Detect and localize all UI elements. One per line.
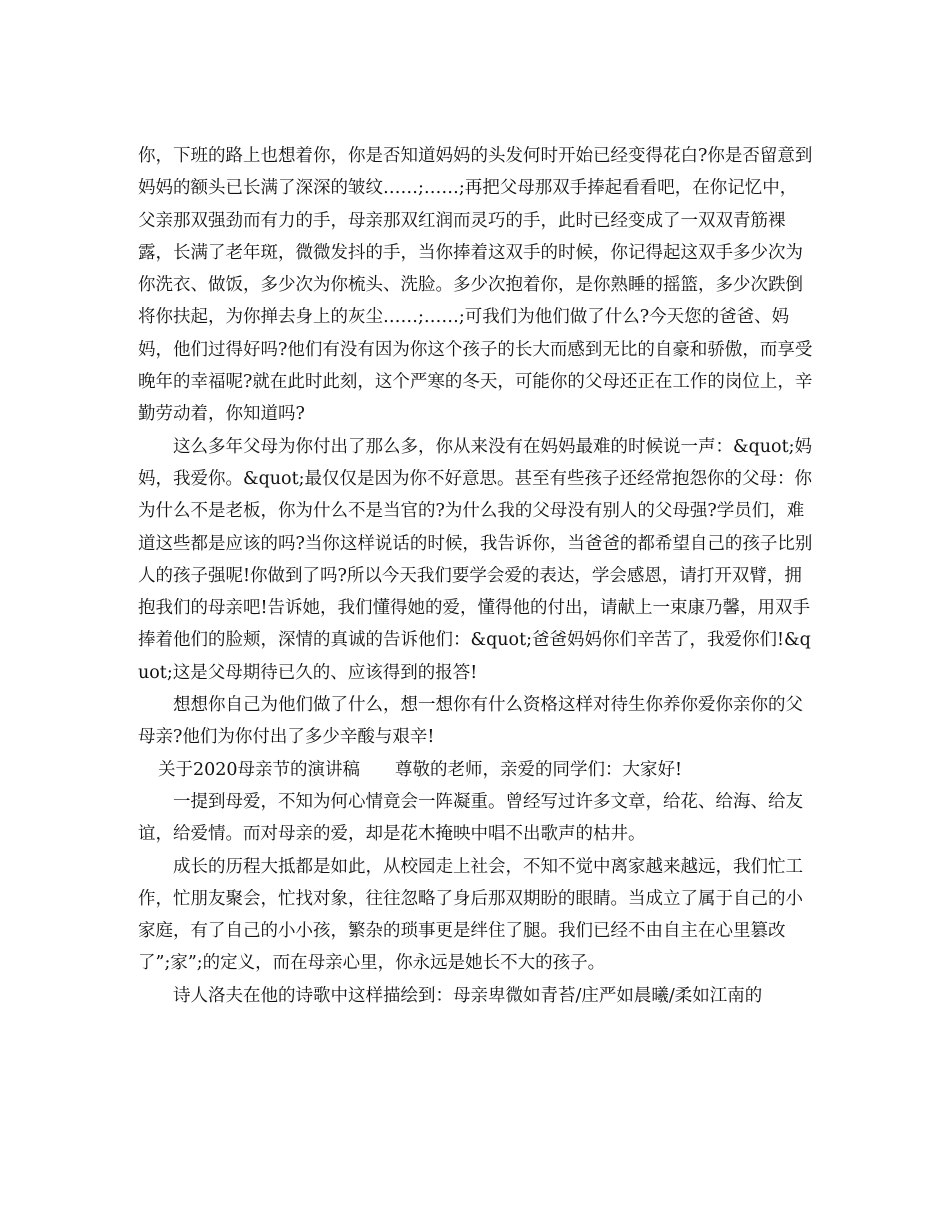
- paragraph-3: 想想你自己为他们做了什么，想一想你有什么资格这样对待生你养你爱你亲你的父母亲?他们为你付出了多少辛酸与艰辛!: [138, 695, 803, 748]
- paragraph-7: 诗人洛夫在他的诗歌中这样描绘到：母亲卑微如青苔/庄严如晨曦/柔如江南的: [173, 985, 763, 1006]
- speech-title-line: 关于2020母亲节的演讲稿 尊敬的老师，亲爱的同学们：大家好!: [158, 759, 683, 780]
- paragraph-1: 你，下班的路上也想着你，你是否知道妈妈的头发何时开始已经变得花白?你是否留意到妈妈的额头已长满了深深的皱纹……;……;再把父母那双手捧起看看吧，在你记忆中，父亲那双强劲而有力的手，母亲那双红润而灵巧的手，此时已经变成了一双双青筋裸露，长满了老年斑，微微发抖的手，当你捧着这双手的时候，你记得起这双手多少次为你洗衣、做饭，多少次为你梳头、洗脸。多少次抱着你，是你熟睡的摇篮，多少次跌倒将你扶起，为你掸去身上的灰尘……;……;可我们为他们做了什么?今天您的爸爸、妈妈，他们过得好吗?他们有没有因为你这个孩子的长大而感到无比的自豪和骄傲，而享受晚年的幸福呢?就在此时此刻，这个严寒的冬天，可能你的父母还正在工作的岗位上，辛勤劳动着，你知道吗?: [138, 146, 813, 425]
- paragraph-2: 这么多年父母为你付出了那么多，你从来没有在妈妈最难的时候说一声：&quot;妈妈，我爱你。&quot;最仅仅是因为你不好意思。甚至有些孩子还经常抱怨你的父母：你为什么不是老板，你为什么不是当官的?为什么我的父母没有别人的父母强?学员们，难道这些都是应该的吗?当你这样说话的时候，我告诉你，当爸爸的都希望自己的孩子比别人的孩子强呢!你做到了吗?所以今天我们要学会爱的表达，学会感恩，请打开双臂，拥抱我们的母亲吧!告诉她，我们懂得她的爱，懂得他的付出，请献上一束康乃馨，用双手捧着他们的脸颊，深情的真诚的告诉他们：&quot;爸爸妈妈你们辛苦了，我爱你们!&quot;这是父母期待已久的、应该得到的报答!: [138, 436, 813, 683]
- paragraph-6: 成长的历程大抵都是如此，从校园走上社会，不知不觉中离家越来越远，我们忙工作，忙朋友聚会，忙找对象，往往忽略了身后那双期盼的眼睛。当成立了属于自己的小家庭，有了自己的小小孩，繁杂的琐事更是绊住了腿。我们已经不由自主在心里篡改了”;家”;的定义，而在母亲心里，你永远是她长不大的孩子。: [138, 856, 803, 974]
- paragraph-5: 一提到母爱，不知为何心情竟会一阵凝重。曾经写过许多文章，给花、给海、给友谊，给爱情。而对母亲的爱，却是花木掩映中唱不出歌声的枯井。: [138, 791, 803, 845]
- document-body: [138, 140, 814, 1012]
